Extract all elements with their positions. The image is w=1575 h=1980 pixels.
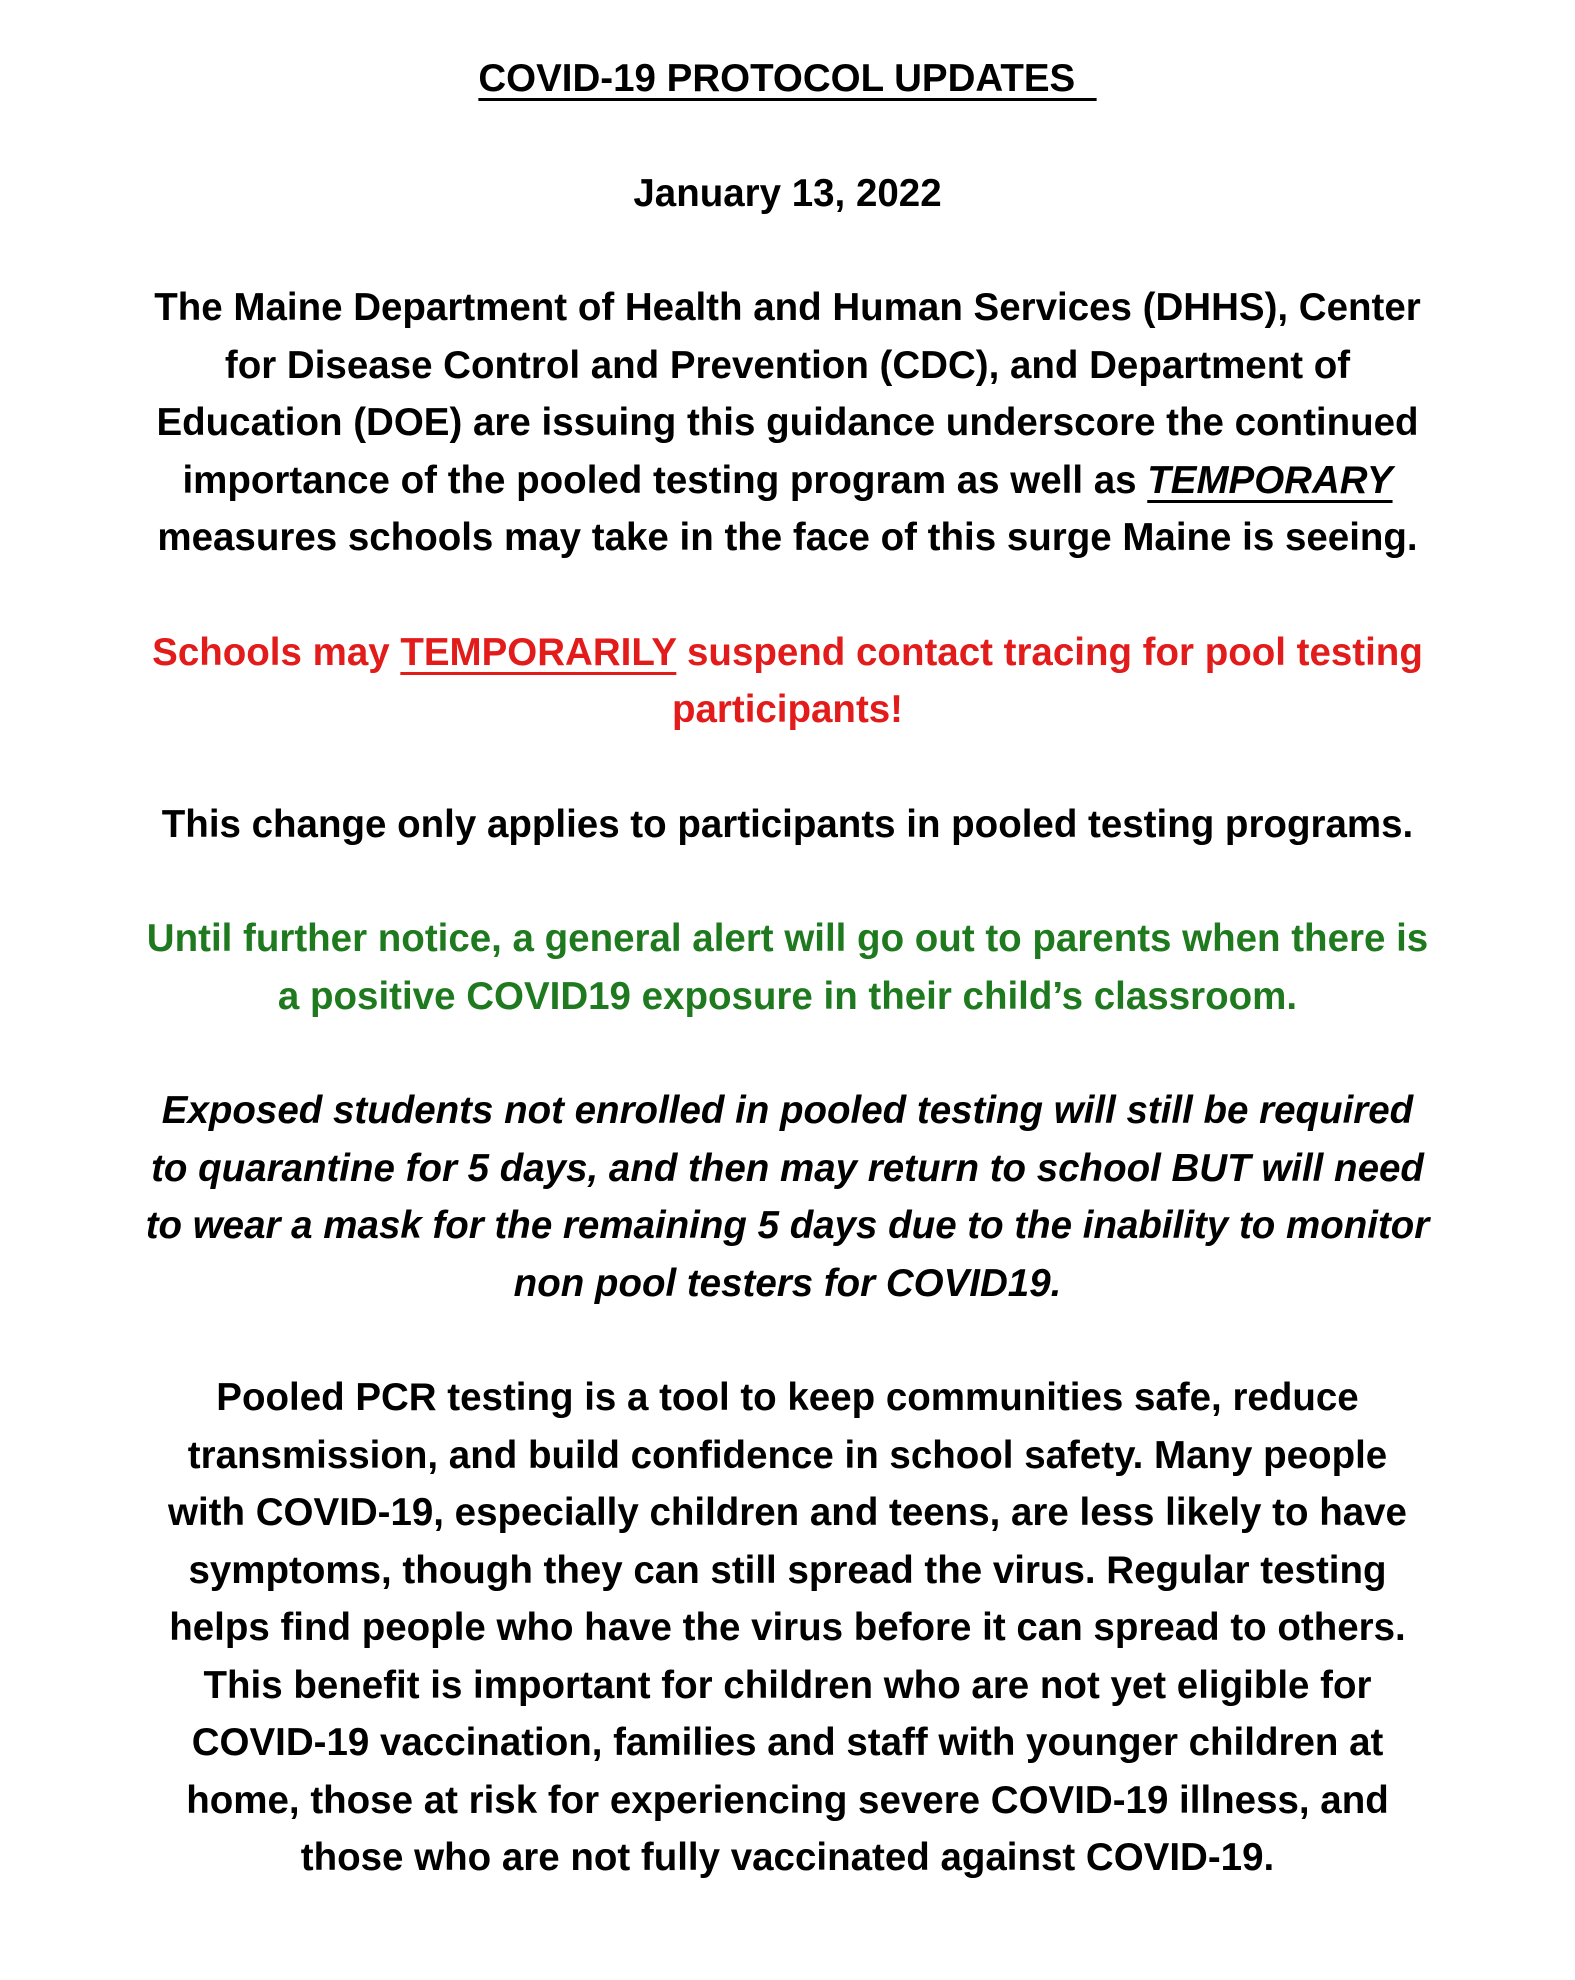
pooled-line: This benefit is important for children who are not yet eligible for [203, 1663, 1372, 1707]
alert-line: Until further notice, a general alert will go out to parents when there is [146, 917, 1429, 960]
parent-alert-notice [40, 910, 1535, 1025]
notice-line: participants! [671, 688, 904, 731]
contact-tracing-notice [40, 624, 1535, 739]
notice-text: suspend contact tracing for pool testing [676, 630, 1423, 674]
notice-line [40, 624, 1535, 682]
pooled-line: COVID-19 vaccination, families and staff with younger children at [191, 1721, 1384, 1764]
temporarily-emphasis: TEMPORARILY [400, 630, 677, 674]
pooled-line: symptoms, though they can still spread the virus. Regular testing [188, 1548, 1387, 1592]
pooled-line: Pooled PCR testing is a tool to keep communities safe, reduce [216, 1376, 1359, 1419]
pooled-line: home, those at risk for experiencing severe COVID-19 illness, and [186, 1778, 1389, 1822]
intro-line: for Disease Control and Prevention (CDC), and Department of [224, 343, 1351, 387]
document-title: COVID-19 PROTOCOL UPDATES [478, 57, 1097, 100]
intro-line: measures schools may take in the face of this surge Maine is seeing. [157, 516, 1418, 559]
intro-line: Education (DOE) are issuing this guidance underscore the continued [156, 401, 1419, 444]
notice-text: Schools may [152, 630, 401, 674]
pooled-testing-paragraph [40, 1369, 1535, 1887]
intro-line [40, 452, 1535, 510]
exposed-line: Exposed students not enrolled in pooled testing will still be required [161, 1089, 1414, 1132]
temporary-emphasis: TEMPORARY [1147, 458, 1393, 502]
pooled-line: helps find people who have the virus before it can spread to others. [169, 1606, 1406, 1649]
applies-statement: This change only applies to participants in pooled testing programs. [161, 802, 1414, 846]
exposed-line: to wear a mask for the remaining 5 days due to the inability to monitor [145, 1204, 1430, 1247]
exposed-students-paragraph [40, 1082, 1535, 1312]
document-date: January 13, 2022 [633, 171, 942, 215]
intro-line-text: importance of the pooled testing program as well as [182, 458, 1148, 502]
pooled-line: those who are not fully vaccinated against COVID-19. [300, 1836, 1275, 1879]
exposed-line: to quarantine for 5 days, and then may return to school BUT will need [151, 1146, 1424, 1190]
pooled-line: transmission, and build confidence in school safety. Many people [187, 1433, 1388, 1477]
exposed-line: non pool testers for COVID19. [513, 1261, 1062, 1305]
intro-paragraph [40, 279, 1535, 567]
alert-line: a positive COVID19 exposure in their child’s classroom. [277, 974, 1298, 1018]
intro-line: The Maine Department of Health and Human Services (DHHS), Center [154, 286, 1421, 329]
pooled-line: with COVID-19, especially children and teens, are less likely to have [168, 1491, 1407, 1534]
